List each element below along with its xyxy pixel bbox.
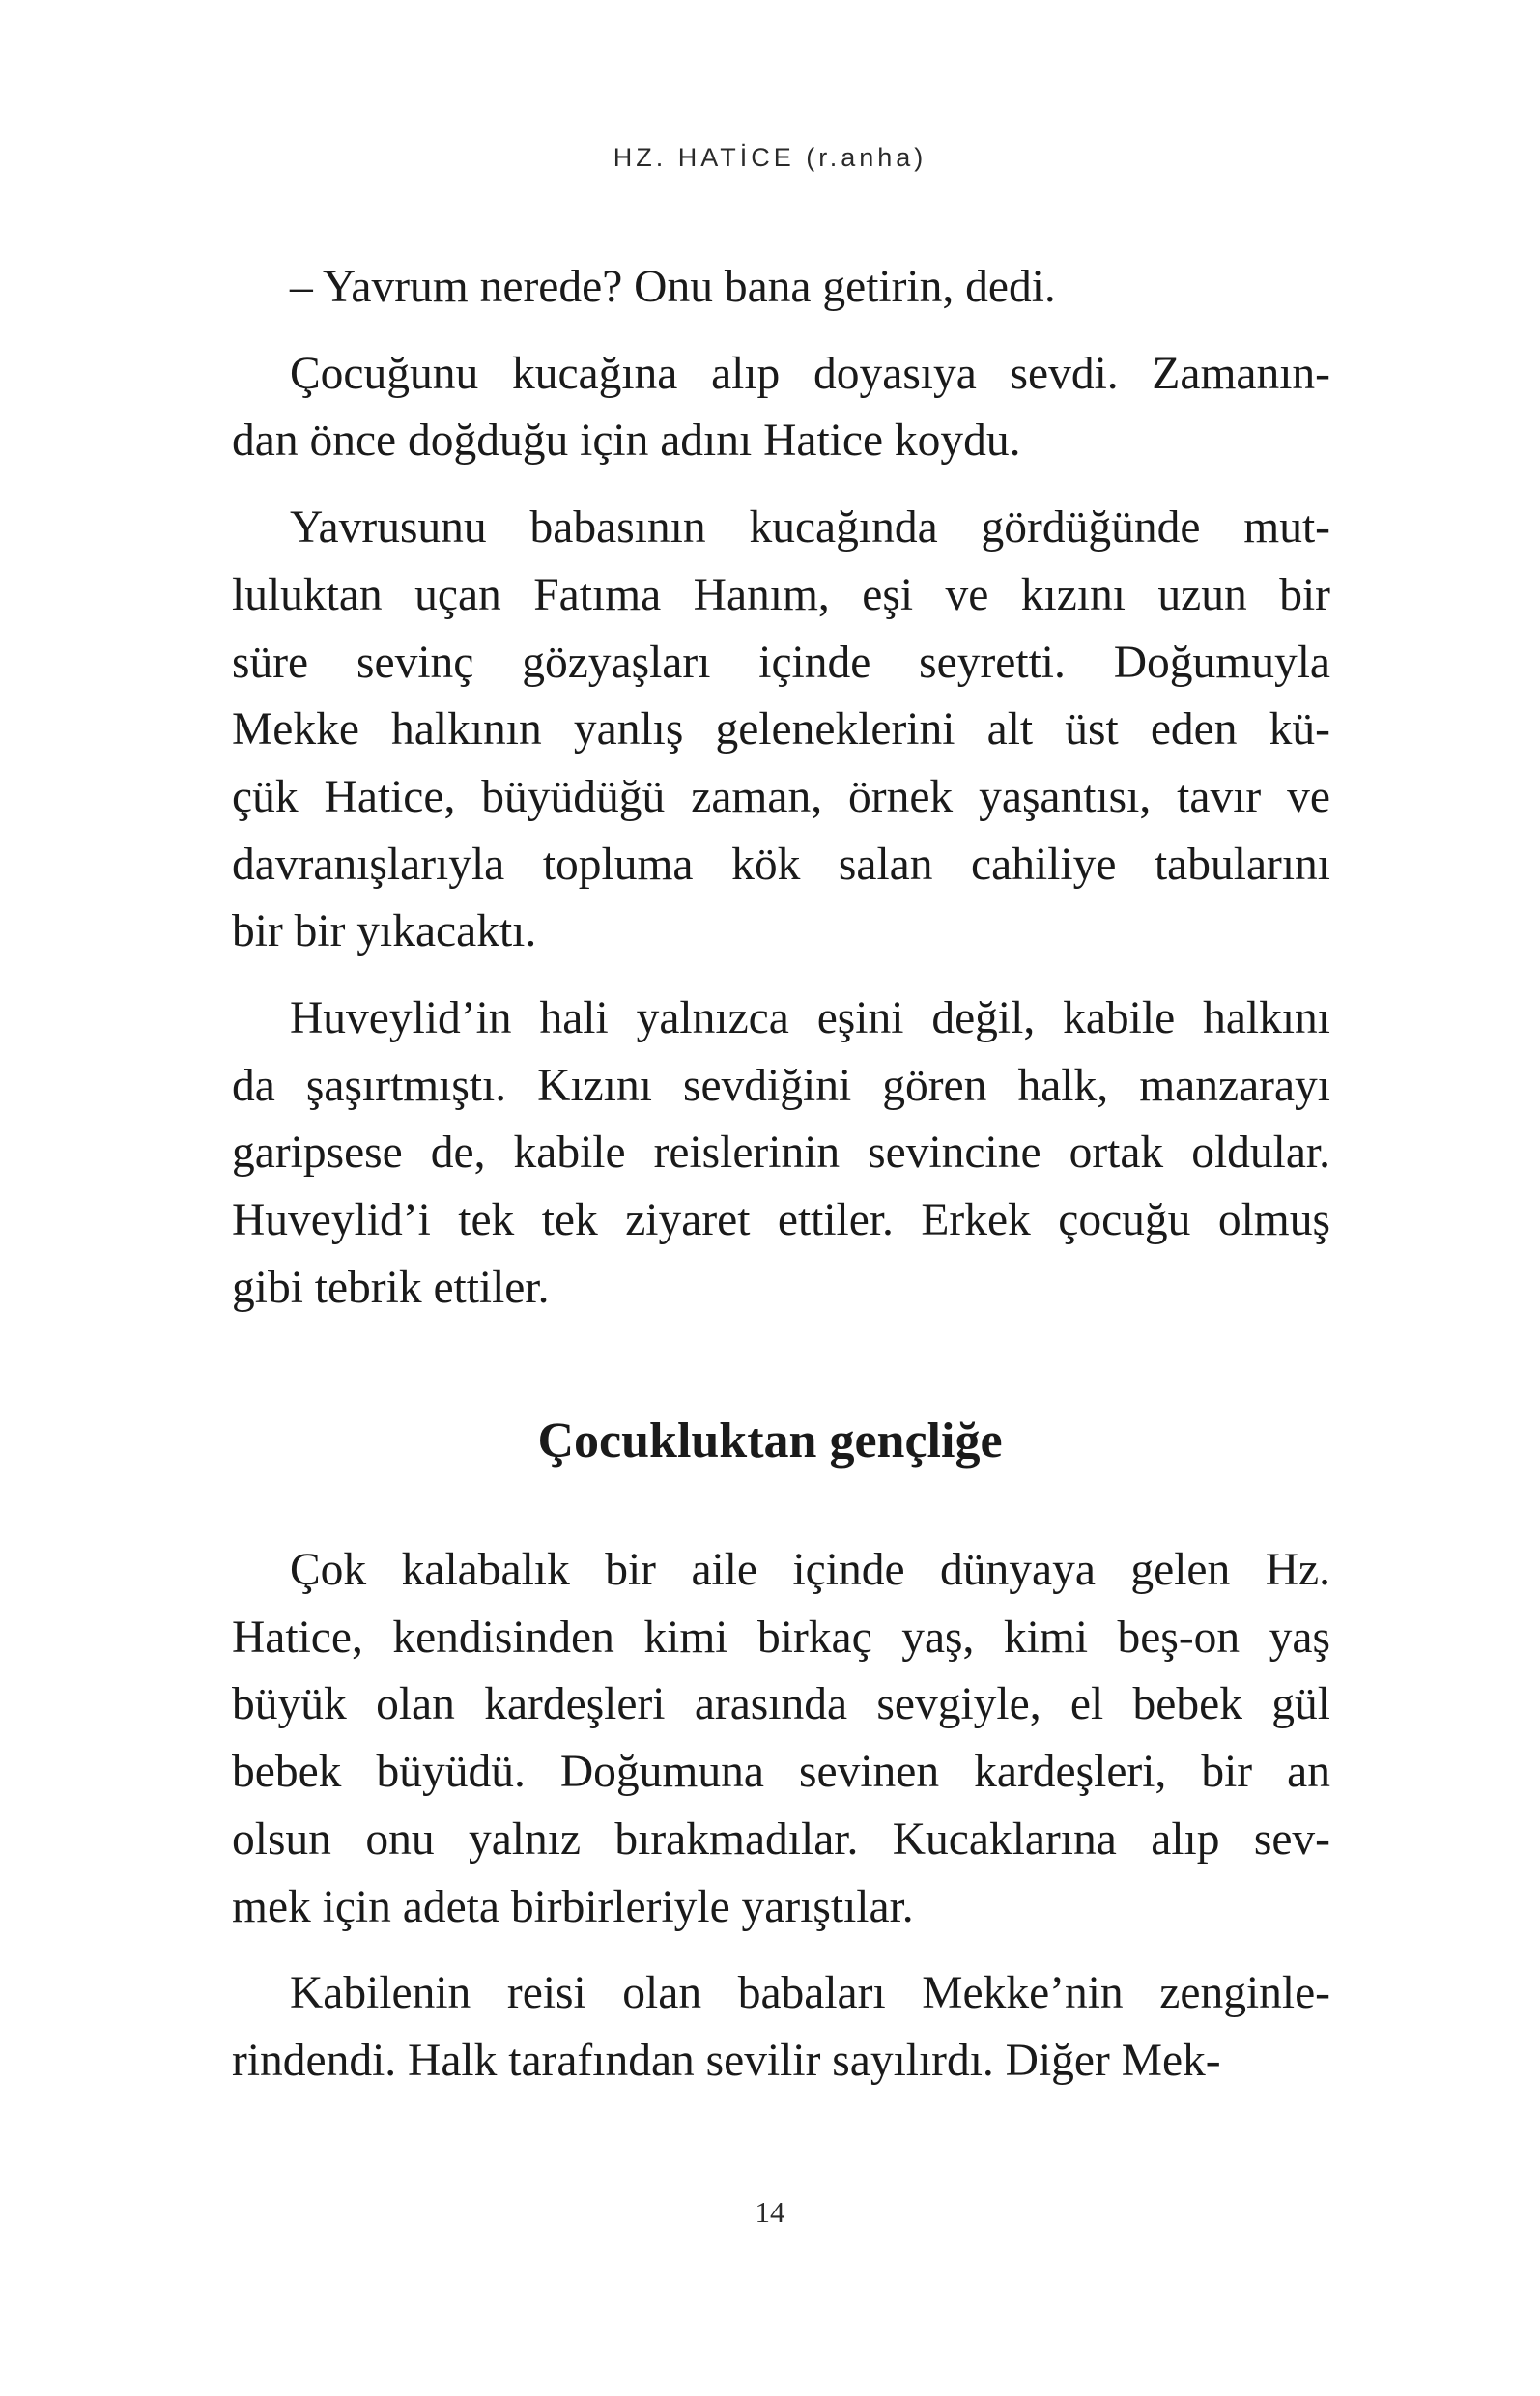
text-line: dan önce doğduğu için adını Hatice koydu.	[232, 415, 1021, 467]
text-line: Yavrusunu babasının kucağında gördüğünde mut-	[290, 502, 1330, 554]
text-line: Mekke halkının yanlış geleneklerini alt üst eden kü-	[232, 704, 1330, 756]
text-line: büyük olan kardeşleri arasında sevgiyle, el bebek gül	[232, 1679, 1330, 1730]
paragraph	[232, 341, 1330, 475]
paragraph	[232, 254, 1330, 322]
text-line: bebek büyüdü. Doğumuna sevinen kardeşleri, bir an	[232, 1747, 1330, 1798]
text-line: süre sevinç gözyaşları içinde seyretti. Doğumuyla	[232, 637, 1330, 688]
text-line: luluktan uçan Fatıma Hanım, eşi ve kızını uzun bir	[232, 569, 1330, 620]
text-line: olsun onu yalnız bırakmadılar. Kucaklarına alıp sev-	[232, 1813, 1330, 1865]
text-line: Çok kalabalık bir aile içinde dünyaya gelen Hz.	[290, 1545, 1330, 1595]
running-head: HZ. HATİCE (r.anha)	[613, 143, 927, 172]
body-text-section-1	[232, 254, 1330, 1342]
text-line: garipsese de, kabile reislerinin sevincine ortak oldular.	[232, 1127, 1330, 1179]
text-line: mek için adeta birbirleriyle yarıştılar.	[232, 1881, 914, 1932]
paragraph	[232, 1537, 1330, 1941]
text-line: rindendi. Halk tarafından sevilir sayılırdı. Diğer Mek-	[232, 2035, 1221, 2086]
text-line: da şaşırtmıştı. Kızını sevdiğini gören halk, manzarayı	[232, 1060, 1330, 1111]
text-line: – Yavrum nerede? Onu bana getirin, dedi.	[290, 262, 1056, 312]
paragraph	[232, 985, 1330, 1323]
text-line: Hatice, kendisinden kimi birkaç yaş, kimi beş-on yaş	[232, 1612, 1330, 1663]
text-line: Kabilenin reisi olan babaları Mekke’nin zenginle-	[290, 1968, 1330, 2019]
text-line: Huveylid’in hali yalnızca eşini değil, kabile halkını	[290, 993, 1330, 1044]
text-line: gibi tebrik ettiler.	[232, 1262, 550, 1313]
text-line: davranışlarıyla topluma kök salan cahiliye tabularını	[232, 839, 1330, 890]
text-line: Huveylid’i tek tek ziyaret ettiler. Erkek çocuğu olmuş	[232, 1195, 1330, 1246]
text-line: bir bir yıkacaktı.	[232, 906, 537, 957]
paragraph	[232, 1960, 1330, 2095]
section-heading: Çocukluktan gençliğe	[537, 1413, 1003, 1469]
text-line: çük Hatice, büyüdüğü zaman, örnek yaşantısı, tavır ve	[232, 771, 1330, 822]
page-number: 14	[755, 2195, 785, 2229]
body-text-section-2	[232, 1537, 1330, 2115]
text-line: Çocuğunu kucağına alıp doyasıya sevdi. Zamanın-	[290, 348, 1330, 399]
paragraph	[232, 495, 1330, 966]
